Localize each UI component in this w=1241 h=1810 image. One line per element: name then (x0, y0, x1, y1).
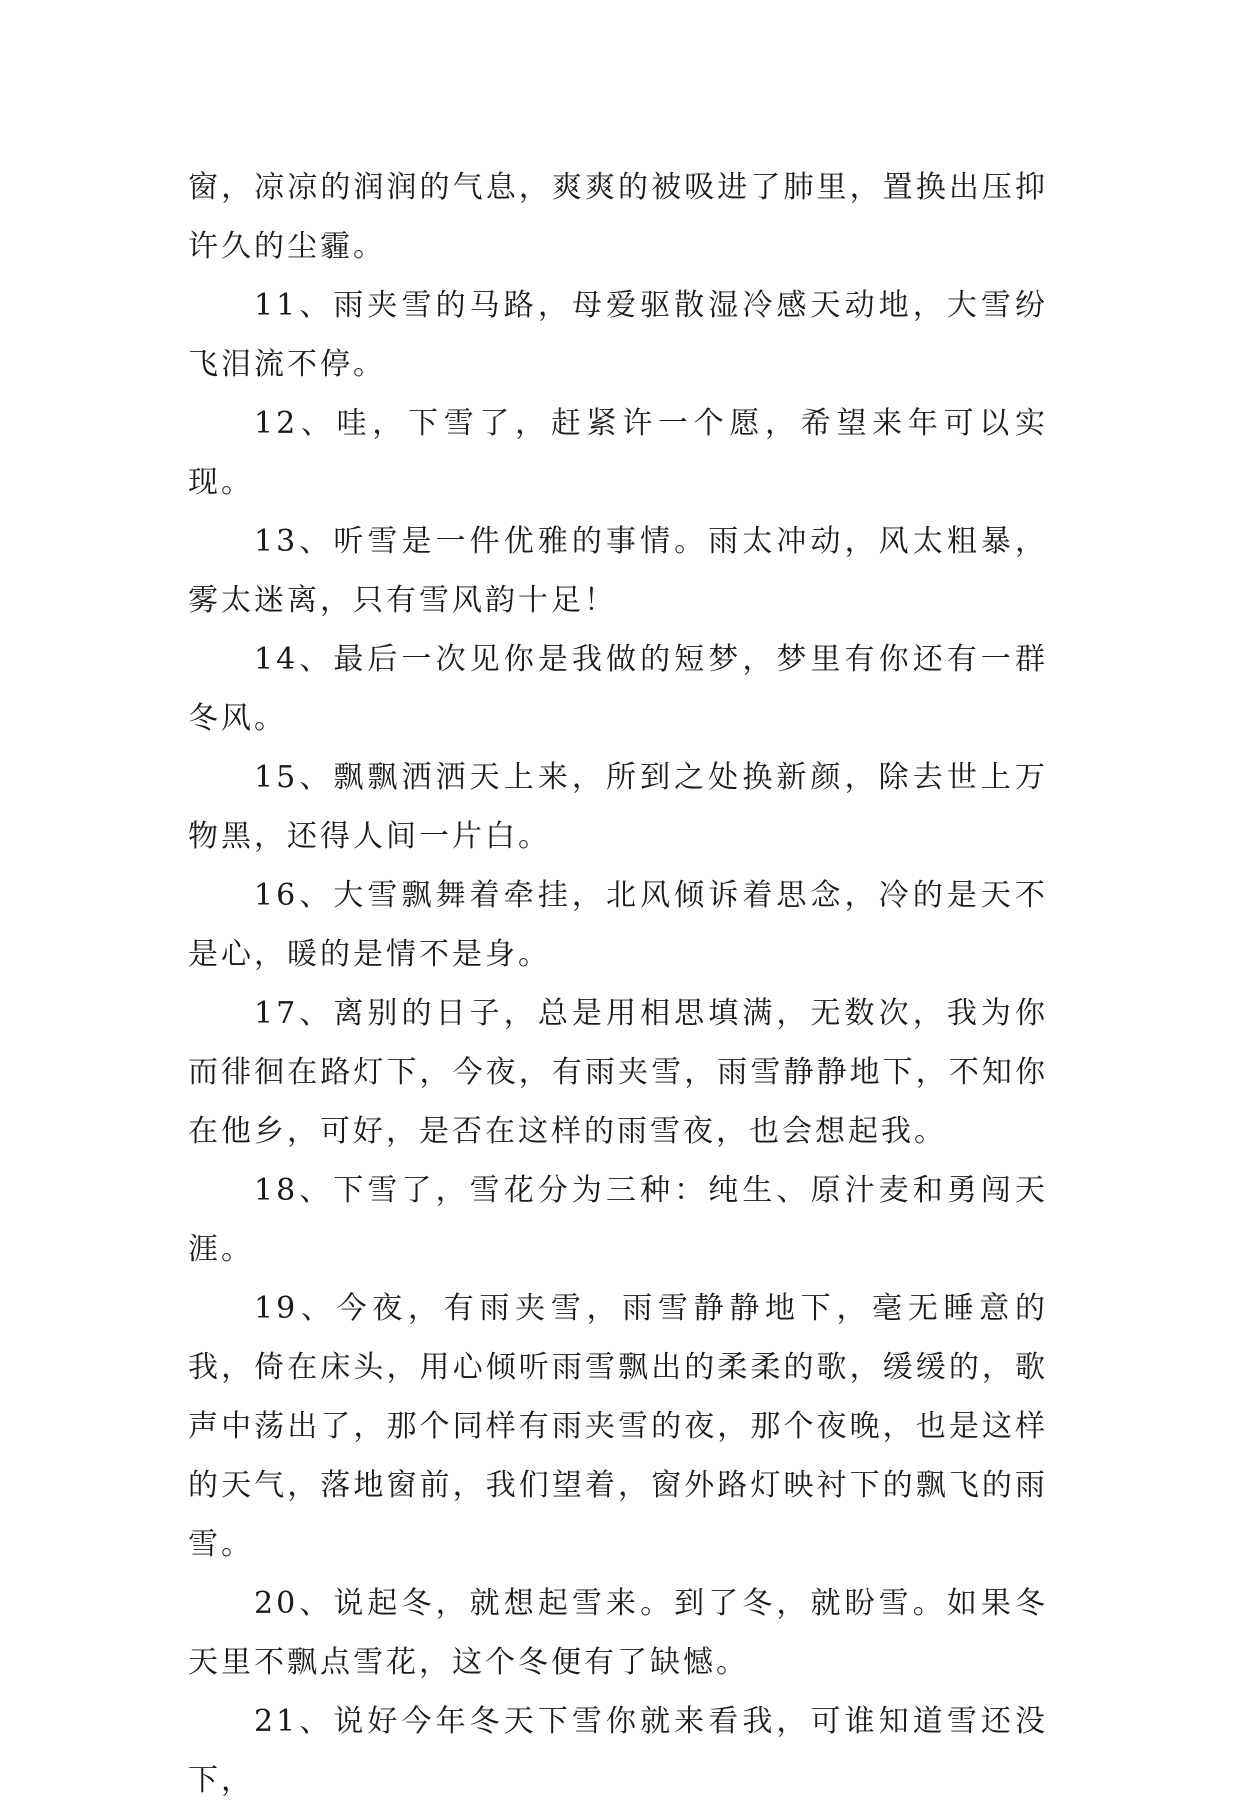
paragraph: 21、说好今年冬天下雪你就来看我，可谁知道雪还没下， (188, 1704, 1048, 1798)
paragraph: 12、哇，下雪了，赶紧许一个愿，希望来年可以实现。 (188, 406, 1048, 500)
document-body (188, 158, 1048, 1810)
paragraph: 16、大雪飘舞着牵挂，北风倾诉着思念，冷的是天不是心，暖的是情不是身。 (188, 878, 1048, 972)
paragraph: 18、下雪了，雪花分为三种：纯生、原汁麦和勇闯天涯。 (188, 1173, 1048, 1267)
paragraph: 19、今夜，有雨夹雪，雨雪静静地下，毫无睡意的我，倚在床头，用心倾听雨雪飘出的柔柔的歌，缓缓的，歌声中荡出了，那个同样有雨夹雪的夜，那个夜晚，也是这样的天气，落地窗前，我们望着，窗外路灯映衬下的飘飞的雨雪。 (188, 1291, 1048, 1562)
paragraph: 11、雨夹雪的马路，母爱驱散湿冷感天动地，大雪纷飞泪流不停。 (188, 288, 1048, 382)
paragraph: 13、听雪是一件优雅的事情。雨太冲动，风太粗暴，雾太迷离，只有雪风韵十足！ (188, 524, 1048, 618)
paragraph: 15、飘飘洒洒天上来，所到之处换新颜，除去世上万物黑，还得人间一片白。 (188, 760, 1048, 854)
paragraph: 窗，凉凉的润润的气息，爽爽的被吸进了肺里，置换出压抑许久的尘霾。 (188, 170, 1048, 264)
paragraph: 17、离别的日子，总是用相思填满，无数次，我为你而徘徊在路灯下，今夜，有雨夹雪，雨雪静静地下，不知你在他乡，可好，是否在这样的雨雪夜，也会想起我。 (188, 996, 1048, 1149)
paragraph: 20、说起冬，就想起雪来。到了冬，就盼雪。如果冬天里不飘点雪花，这个冬便有了缺憾。 (188, 1586, 1048, 1680)
paragraph: 14、最后一次见你是我做的短梦，梦里有你还有一群冬风。 (188, 642, 1048, 736)
